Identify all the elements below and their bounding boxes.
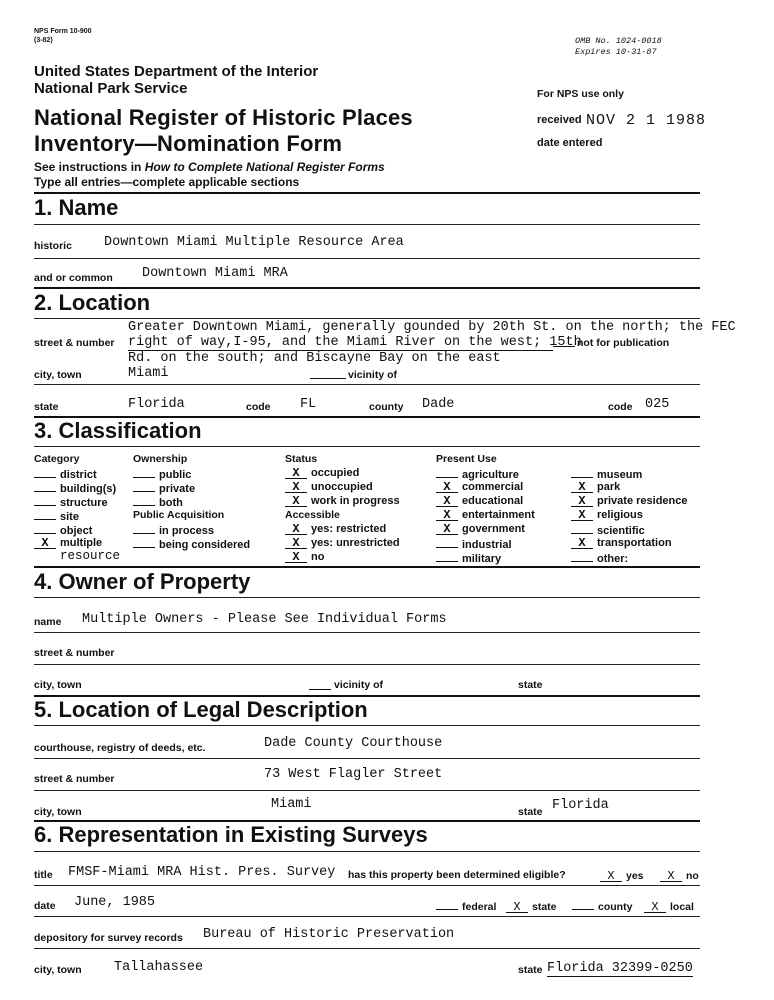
category-mark: X	[34, 538, 56, 549]
accessible-item	[285, 523, 386, 535]
present-use-item	[436, 523, 525, 535]
legal-street-label: street & number	[34, 773, 115, 785]
federal-mark	[436, 899, 458, 910]
category-label: object	[60, 525, 93, 537]
section-underline	[34, 597, 700, 598]
form-number: NPS Form 10-900	[34, 28, 92, 35]
owner-name-value: Multiple Owners - Please See Individual Forms	[82, 612, 447, 627]
field-rule	[34, 258, 700, 259]
acquisition-label: in process	[159, 525, 215, 537]
acquisition-item	[133, 537, 250, 551]
section-divider	[34, 287, 700, 289]
survey-date-label: date	[34, 900, 56, 912]
county-code-label: code	[608, 401, 633, 413]
category-mark	[34, 523, 56, 534]
category-item	[34, 537, 102, 549]
present-use-label: museum	[597, 469, 643, 481]
acquisition-item	[133, 523, 214, 537]
present-use-item	[436, 467, 519, 481]
category-resource-text: resource	[60, 549, 121, 563]
present-use-item	[436, 509, 535, 521]
ownership-item	[133, 495, 183, 509]
present-use-mark: X	[571, 510, 593, 521]
section-underline	[34, 318, 700, 319]
received-label: received	[537, 114, 582, 126]
survey-city-value: Tallahassee	[114, 960, 204, 975]
category-label: district	[60, 469, 97, 481]
county-value: Dade	[422, 397, 455, 412]
present-use-mark: X	[436, 510, 458, 521]
common-name-value: Downtown Miami MRA	[142, 266, 288, 281]
state-label: state	[34, 401, 59, 413]
courthouse-value: Dade County Courthouse	[264, 736, 443, 751]
ownership-mark	[133, 467, 155, 478]
present-use-mark: X	[436, 482, 458, 493]
ownership-title: Ownership	[133, 453, 188, 465]
legal-street-value: 73 West Flagler Street	[264, 767, 443, 782]
courthouse-label: courthouse, registry of deeds, etc.	[34, 742, 206, 754]
acquisition-label: being considered	[159, 539, 251, 551]
field-rule	[34, 885, 700, 886]
ownership-label: private	[159, 483, 196, 495]
section-4-heading: 4. Owner of Property	[34, 569, 251, 594]
status-item	[285, 495, 400, 507]
section-6-heading: 6. Representation in Existing Surveys	[34, 822, 428, 847]
not-for-publication-label: not for publication	[577, 337, 670, 349]
survey-date-value: June, 1985	[74, 895, 156, 910]
received-stamp: NOV 2 1 1988	[586, 112, 707, 129]
survey-title-label: title	[34, 869, 53, 881]
accessible-label: no	[311, 551, 325, 563]
present-use-item	[571, 509, 643, 521]
state-mark: X	[506, 902, 528, 913]
form-title-line2: Inventory—Nomination Form	[34, 131, 343, 156]
present-use-label: agriculture	[462, 469, 519, 481]
state-code-label: code	[246, 401, 271, 413]
category-item	[34, 481, 116, 495]
field-rule	[34, 916, 700, 917]
present-use-mark	[571, 467, 593, 478]
status-label: unoccupied	[311, 481, 373, 493]
survey-state-label: state	[518, 964, 543, 976]
instructions-line2: Type all entries—complete applicable sections	[34, 175, 300, 189]
section-3-heading: 3. Classification	[34, 418, 202, 443]
ownership-item	[133, 481, 195, 495]
street-number-label: street & number	[34, 337, 115, 349]
ownership-label: both	[159, 497, 183, 509]
common-name-label: and or common	[34, 272, 113, 284]
survey-city-label: city, town	[34, 964, 82, 976]
field-rule	[34, 948, 700, 949]
county-code-value: 025	[645, 397, 670, 412]
section-underline	[34, 851, 700, 852]
accessible-label: yes: unrestricted	[311, 537, 400, 549]
present-use-label: government	[462, 523, 525, 535]
present-use-label: entertainment	[462, 509, 535, 521]
field-rule	[34, 632, 700, 633]
field-rule	[34, 758, 700, 759]
survey-federal	[436, 897, 496, 915]
present-use-mark: X	[571, 538, 593, 549]
present-use-mark	[436, 467, 458, 478]
eligible-question: has this property been determined eligible?	[348, 869, 566, 881]
status-mark: X	[285, 496, 307, 507]
present-use-item	[436, 481, 523, 493]
survey-county	[572, 897, 632, 915]
accessible-mark: X	[285, 552, 307, 563]
category-item	[34, 495, 108, 509]
field-rule	[34, 790, 700, 791]
category-mark	[34, 509, 56, 520]
acquisition-mark	[133, 523, 155, 534]
section-underline	[34, 725, 700, 726]
legal-city-value: Miami	[271, 797, 312, 812]
city-town-value: Miami	[128, 366, 169, 381]
instructions-line1: See instructions in How to Complete National Register Forms	[34, 160, 385, 174]
present-use-item	[571, 523, 645, 537]
section-divider	[34, 566, 700, 568]
status-label: work in progress	[311, 495, 400, 507]
local-mark: X	[644, 902, 666, 913]
not-for-publication-blank	[553, 346, 575, 347]
present-use-mark: X	[571, 482, 593, 493]
present-use-label: other:	[597, 553, 629, 565]
status-item	[285, 481, 373, 493]
category-label: site	[60, 511, 79, 523]
present-use-item	[436, 551, 501, 565]
category-label: multiple	[60, 537, 103, 549]
category-mark	[34, 467, 56, 478]
present-use-item	[571, 551, 628, 565]
owner-name-label: name	[34, 616, 62, 628]
county-label: county	[369, 401, 404, 413]
federal-label: federal	[462, 901, 497, 913]
category-title: Category	[34, 453, 80, 465]
ownership-mark	[133, 495, 155, 506]
state-value: Florida	[128, 397, 185, 412]
present-use-item	[571, 467, 642, 481]
present-use-label: park	[597, 481, 621, 493]
eligible-no-label: no	[686, 870, 699, 882]
depository-value: Bureau of Historic Preservation	[203, 927, 455, 942]
section-2-heading: 2. Location	[34, 290, 151, 315]
ownership-item	[133, 467, 191, 481]
status-label: occupied	[311, 467, 360, 479]
present-use-label: military	[462, 553, 502, 565]
date-entered-label: date entered	[537, 137, 603, 149]
category-mark	[34, 495, 56, 506]
street-line-2: right of way,I-95, and the Miami River on the west; 15th	[128, 335, 582, 350]
department-name: United States Department of the Interior	[34, 63, 319, 80]
present-use-mark: X	[571, 496, 593, 507]
service-name: National Park Service	[34, 80, 188, 97]
category-item	[34, 467, 97, 481]
survey-state	[506, 897, 557, 915]
legal-state-label: state	[518, 806, 543, 818]
county-survey-label: county	[598, 901, 633, 913]
accessible-item	[285, 537, 400, 549]
present-use-label: transportation	[597, 537, 672, 549]
eligible-no	[660, 866, 699, 884]
owner-street-label: street & number	[34, 647, 115, 659]
state-survey-label: state	[532, 901, 557, 913]
accessible-item	[285, 551, 324, 563]
county-mark	[572, 899, 594, 910]
present-use-item	[436, 495, 523, 507]
form-title-line1: National Register of Historic Places	[34, 105, 413, 130]
status-mark: X	[285, 482, 307, 493]
eligible-yes-mark: X	[600, 871, 622, 882]
vicinity-blank	[310, 378, 346, 379]
present-use-label: religious	[597, 509, 643, 521]
owner-city-label: city, town	[34, 679, 82, 691]
present-use-label: scientific	[597, 525, 645, 537]
status-item	[285, 467, 359, 479]
accessible-mark: X	[285, 538, 307, 549]
local-label: local	[670, 901, 694, 913]
street-line-3: Rd. on the south; and Biscayne Bay on the east	[128, 351, 501, 366]
section-5-heading: 5. Location of Legal Description	[34, 697, 368, 722]
eligible-yes	[600, 866, 644, 884]
status-mark: X	[285, 468, 307, 479]
present-use-mark: X	[436, 496, 458, 507]
present-use-mark: X	[436, 524, 458, 535]
present-use-item	[571, 495, 688, 507]
legal-state-value: Florida	[552, 798, 609, 813]
legal-city-label: city, town	[34, 806, 82, 818]
present-use-label: educational	[462, 495, 524, 507]
owner-state-label: state	[518, 679, 543, 691]
present-use-item	[571, 537, 672, 549]
present-use-title: Present Use	[436, 453, 497, 465]
category-item	[34, 523, 92, 537]
present-use-label: commercial	[462, 481, 524, 493]
omb-number: OMB No. 1024-0018	[575, 36, 662, 46]
present-use-item	[436, 537, 512, 551]
accessible-label: yes: restricted	[311, 523, 387, 535]
section-divider	[34, 192, 700, 194]
category-label: building(s)	[60, 483, 117, 495]
section-1-heading: 1. Name	[34, 195, 119, 220]
ownership-label: public	[159, 469, 192, 481]
present-use-mark	[436, 537, 458, 548]
state-code-value: FL	[300, 397, 317, 412]
owner-vicinity-blank	[309, 689, 331, 690]
present-use-mark	[571, 551, 593, 562]
category-mark	[34, 481, 56, 492]
present-use-mark	[571, 523, 593, 534]
ownership-mark	[133, 481, 155, 492]
category-item	[34, 509, 79, 523]
nps-use-only: For NPS use only	[537, 88, 624, 100]
present-use-label: private residence	[597, 495, 688, 507]
vicinity-of-label: vicinity of	[348, 369, 398, 381]
depository-label: depository for survey records	[34, 932, 183, 944]
survey-local	[644, 897, 694, 915]
field-rule	[34, 664, 700, 665]
public-acquisition-title: Public Acquisition	[133, 509, 225, 521]
historic-name-value: Downtown Miami Multiple Resource Area	[104, 235, 404, 250]
survey-title-value: FMSF-Miami MRA Hist. Pres. Survey	[68, 865, 336, 880]
present-use-mark	[436, 551, 458, 562]
city-town-label: city, town	[34, 369, 82, 381]
expires-date: Expires 10-31-87	[575, 47, 657, 57]
acquisition-mark	[133, 537, 155, 548]
field-rule	[34, 384, 700, 385]
historic-label: historic	[34, 240, 72, 252]
accessible-title: Accessible	[285, 509, 340, 521]
street-line-1: Greater Downtown Miami, generally gounded by 20th St. on the north; the FEC	[128, 320, 736, 335]
present-use-item	[571, 481, 620, 493]
form-date: (3-82)	[34, 37, 53, 44]
owner-vicinity-label: vicinity of	[334, 679, 384, 691]
section-underline	[34, 224, 700, 225]
survey-state-value: Florida 32399-0250	[547, 961, 693, 976]
category-label: structure	[60, 497, 108, 509]
status-title: Status	[285, 453, 318, 465]
accessible-mark: X	[285, 524, 307, 535]
present-use-label: industrial	[462, 539, 512, 551]
section-underline	[34, 446, 700, 447]
eligible-yes-label: yes	[626, 870, 644, 882]
eligible-no-mark: X	[660, 871, 682, 882]
